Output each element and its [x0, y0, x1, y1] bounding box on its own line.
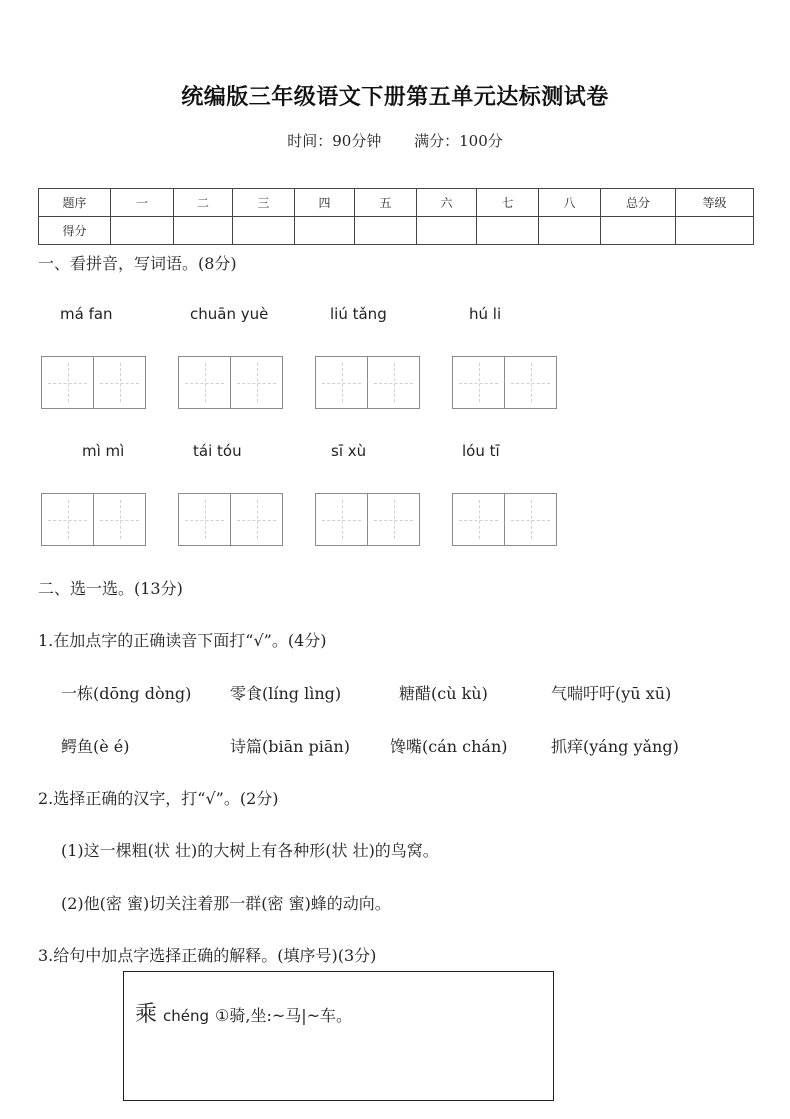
score-table-cell: 三 [233, 189, 295, 217]
writing-grid[interactable] [178, 493, 283, 546]
score-input-cell[interactable] [417, 217, 477, 245]
score-table-cell: 八 [539, 189, 601, 217]
writing-grid[interactable] [315, 493, 420, 546]
score-input-cell[interactable] [295, 217, 355, 245]
score-table [38, 188, 754, 245]
definition-box [123, 971, 554, 1101]
pinyin-label: má fan [60, 305, 113, 323]
score-table-cell: 总分 [601, 189, 676, 217]
pinyin-label: chuān yuè [190, 305, 269, 323]
section-2-heading: 二、选一选。(13分) [38, 579, 183, 598]
pinyin-label: sī xù [331, 442, 367, 460]
pronunciation-option[interactable]: 鳄鱼(è é) [61, 737, 130, 756]
question-2-item-2[interactable]: (2)他(密 蜜)切关注着那一群(密 蜜)蜂的动向。 [61, 894, 391, 913]
score-input-cell[interactable] [111, 217, 174, 245]
writing-grid[interactable] [315, 356, 420, 409]
page-title: 统编版三年级语文下册第五单元达标测试卷 [181, 85, 609, 110]
score-table-header-row [39, 189, 754, 217]
definition-entry [135, 997, 352, 1028]
score-table-cell: 四 [295, 189, 355, 217]
score-input-cell[interactable] [174, 217, 233, 245]
score-table-cell: 七 [477, 189, 539, 217]
pronunciation-option[interactable]: 馋嘴(cán chán) [390, 737, 508, 756]
score-table-cell: 等级 [676, 189, 754, 217]
writing-grid[interactable] [41, 493, 146, 546]
writing-grid[interactable] [178, 356, 283, 409]
score-table-cell: 五 [355, 189, 417, 217]
definition-pinyin: chéng [163, 1007, 210, 1025]
section-1-heading: 一、看拼音，写词语。(8分) [38, 254, 237, 273]
writing-grid[interactable] [452, 493, 557, 546]
score-table-score-row [39, 217, 754, 245]
definition-meaning: ①骑,坐:~马|~车。 [215, 1006, 353, 1025]
full-score: 满分：100分 [414, 132, 503, 150]
question-3-prompt: 3.给句中加点字选择正确的解释。(填序号)(3分) [38, 946, 377, 965]
pinyin-label: hú li [469, 305, 502, 323]
score-table-cell: 题序 [39, 189, 111, 217]
writing-grid[interactable] [41, 356, 146, 409]
score-table-cell: 六 [417, 189, 477, 217]
writing-grid[interactable] [452, 356, 557, 409]
score-table-cell: 得分 [39, 217, 111, 245]
score-input-cell[interactable] [676, 217, 754, 245]
score-table-cell: 二 [174, 189, 233, 217]
pronunciation-option[interactable]: 糖醋(cù kù) [399, 684, 488, 703]
score-input-cell[interactable] [355, 217, 417, 245]
pronunciation-option[interactable]: 零食(líng lìng) [230, 684, 342, 703]
exam-info [0, 130, 790, 151]
pronunciation-option[interactable]: 抓痒(yáng yǎng) [551, 737, 679, 756]
time-limit: 时间：90分钟 [287, 132, 382, 150]
pronunciation-option[interactable]: 一栋(dōng dòng) [61, 684, 192, 703]
pinyin-label: liú tǎng [330, 305, 387, 323]
score-input-cell[interactable] [477, 217, 539, 245]
score-input-cell[interactable] [601, 217, 676, 245]
score-input-cell[interactable] [233, 217, 295, 245]
pinyin-label: lóu tī [462, 442, 500, 460]
question-1-prompt: 1.在加点字的正确读音下面打“√”。(4分) [38, 631, 327, 650]
pronunciation-option[interactable]: 气喘吁吁(yū xū) [551, 684, 672, 703]
question-2-item-1[interactable]: (1)这一棵粗(状 壮)的大树上有各种形(状 壮)的鸟窝。 [61, 841, 439, 860]
score-table-cell: 一 [111, 189, 174, 217]
pinyin-label: mì mì [82, 442, 125, 460]
question-2-prompt: 2.选择正确的汉字，打“√”。(2分) [38, 789, 279, 808]
score-input-cell[interactable] [539, 217, 601, 245]
pronunciation-option[interactable]: 诗篇(biān piān) [230, 737, 350, 756]
pinyin-label: tái tóu [193, 442, 242, 460]
definition-character: 乘 [135, 1002, 158, 1027]
